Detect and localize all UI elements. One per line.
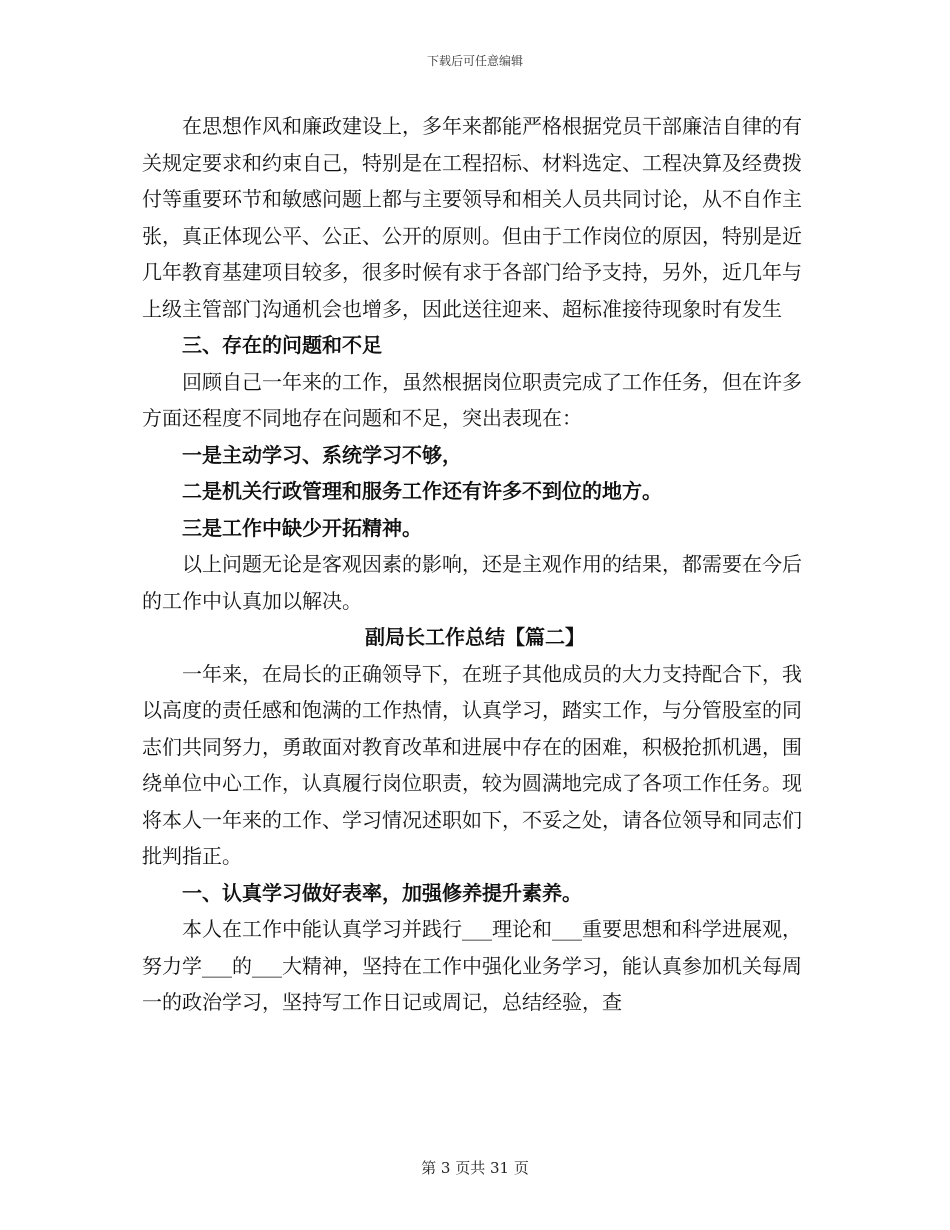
paragraph-review: 回顾自己一年来的工作，虽然根据岗位职责完成了工作任务，但在许多方面还程度不同地存在问题和不足，突出表现在： xyxy=(142,369,802,430)
section-heading-problems: 三、存在的问题和不足 xyxy=(182,333,382,357)
point-two: 二是机关行政管理和服务工作还有许多不到位的地方。 xyxy=(182,479,662,503)
article-title: 副局长工作总结【篇二】 xyxy=(365,625,585,649)
page-footer: 第 3 页共 31 页 xyxy=(421,1159,529,1177)
paragraph-integrity: 在思想作风和廉政建设上，多年来都能严格根据党员干部廉洁自律的有关规定要求和约束自己，特别是在工程招标、材料选定、工程决算及经费拨付等重要环节和敏感问题上都与主要领导和相关人员共同讨论，从不自作主张，真正体现公平、公正、公开的原则。但由于工作岗位的原因，特别是近几年教育基建项目较多，很多时候有求于各部门给予支持，另外，近几年与上级主管部门沟通机会也增多，因此送往迎来、超标准接待现象时有发生 xyxy=(142,114,802,321)
paragraph-study: 本人在工作中能认真学习并践行___理论和___重要思想和科学进展观，努力学___的___大精神，坚持在工作中强化业务学习，能认真参加机关每周一的政治学习，坚持写工作日记或周记，总结经验，查 xyxy=(142,917,802,1014)
document-body xyxy=(142,108,808,1021)
point-three: 三是工作中缺少开拓精神。 xyxy=(182,515,422,540)
page-header: 下载后可任意编辑 xyxy=(426,54,523,68)
paragraph-conclusion: 以上问题无论是客观因素的影响，还是主观作用的结果，都需要在今后的工作中认真加以解决。 xyxy=(142,552,802,613)
point-one: 一是主动学习、系统学习不够， xyxy=(182,442,462,467)
section-heading-study: 一、认真学习做好表率，加强修养提升素养。 xyxy=(182,880,582,905)
paragraph-intro: 一年来，在局长的正确领导下，在班子其他成员的大力支持配合下，我以高度的责任感和饱满的工作热情，认真学习，踏实工作，与分管股室的同志们共同努力，勇敢面对教育改革和进展中存在的困难，积极抢抓机遇，围绕单位中心工作，认真履行岗位职责，较为圆满地完成了各项工作任务。现将本人一年来的工作、学习情况述职如下，不妥之处，请各位领导和同志们批判指正。 xyxy=(142,661,802,868)
